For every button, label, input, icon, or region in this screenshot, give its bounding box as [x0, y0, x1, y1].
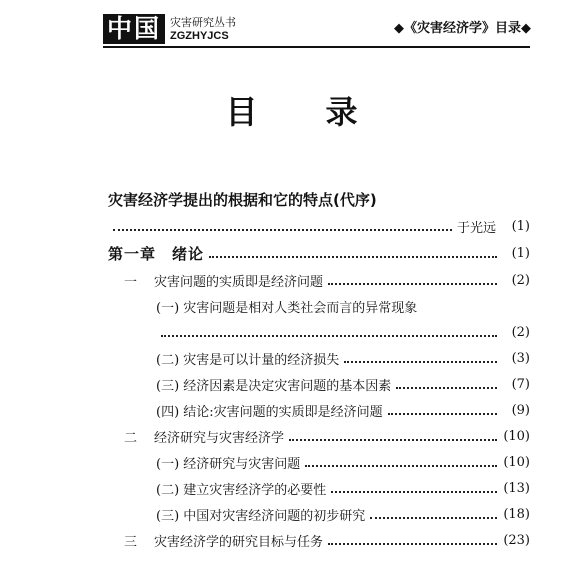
toc-section-marker: 一: [124, 274, 138, 290]
toc-leader-dots: [344, 360, 497, 363]
toc-entry-title: (二) 灾害是可以计量的经济损失: [156, 352, 340, 368]
toc-section-1[interactable]: [108, 267, 530, 293]
toc-leader-dots: [388, 412, 497, 415]
toc-subsection-1-1[interactable]: [108, 293, 530, 319]
series-name-chinese: 灾害研究丛书: [170, 16, 236, 29]
book-contents-label: ◆《灾害经济学》目录◆: [394, 21, 531, 36]
toc-leader-dots: [289, 438, 497, 441]
page-title: [0, 92, 583, 132]
toc-entry-title: 灾害问题的实质即是经济问题: [154, 274, 324, 290]
toc-entry-title: (一) 经济研究与灾害问题: [156, 456, 301, 472]
toc-preface-title[interactable]: [108, 185, 530, 213]
toc-section-2[interactable]: [108, 423, 530, 449]
toc-subsection-1-2[interactable]: [108, 345, 530, 371]
toc-leader-dots: [328, 282, 497, 285]
toc-entry-page: (18): [503, 506, 530, 522]
toc-section-marker: 二: [124, 430, 138, 446]
series-logo: 中国: [103, 14, 165, 44]
toc-entry-page: (13): [503, 480, 530, 496]
toc-leader-dots: [305, 464, 497, 467]
toc-preface-author-line[interactable]: [108, 213, 530, 239]
toc-leader-dots: [396, 386, 497, 389]
toc-leader-dots: [328, 542, 497, 545]
toc-entry-page: (2): [511, 272, 530, 288]
toc-entry-title: 经济研究与灾害经济学: [154, 430, 285, 446]
toc-subsection-2-3[interactable]: [108, 501, 530, 527]
toc-entry-page: (3): [511, 350, 530, 366]
toc-leader-dots: [331, 490, 497, 493]
toc-entry-title: 灾害经济学提出的根据和它的特点(代序): [108, 190, 377, 209]
toc-leader-dots: [161, 334, 497, 337]
table-of-contents: [108, 185, 530, 553]
toc-section-marker: 三: [124, 534, 138, 550]
toc-subsection-1-4[interactable]: [108, 397, 530, 423]
toc-entry-page: (2): [511, 324, 530, 340]
toc-entry-title: (一) 灾害问题是相对人类社会而言的异常现象: [156, 300, 418, 316]
toc-entry-author: 于光远: [456, 220, 496, 236]
toc-entry-title: 灾害经济学的研究目标与任务: [154, 534, 324, 550]
toc-entry-page: (1): [511, 245, 530, 261]
series-name-pinyin: ZGZHYJCS: [170, 30, 229, 42]
toc-leader-dots: [370, 516, 497, 519]
toc-entry-title: (二) 建立灾害经济学的必要性: [156, 482, 327, 498]
page-title-char-1: 目: [225, 93, 258, 131]
toc-entry-title: (三) 中国对灾害经济问题的初步研究: [156, 508, 366, 524]
page-header: [0, 0, 583, 50]
toc-entry-page: (7): [511, 376, 530, 392]
toc-section-3[interactable]: [108, 527, 530, 553]
toc-entry-title: (三) 经济因素是决定灾害问题的基本因素: [156, 378, 392, 394]
toc-entry-page: (1): [511, 218, 530, 234]
page-title-char-2: 录: [325, 93, 358, 131]
toc-chapter-1[interactable]: [108, 239, 530, 267]
toc-subsection-2-1[interactable]: [108, 449, 530, 475]
toc-entry-page: (10): [503, 428, 530, 444]
toc-entry-page: (23): [503, 532, 530, 548]
toc-entry-page: (9): [511, 402, 530, 418]
toc-subsection-1-3[interactable]: [108, 371, 530, 397]
toc-entry-page: (10): [503, 454, 530, 470]
toc-entry-title: 第一章 绪论: [108, 244, 205, 263]
toc-entry-title: (四) 结论:灾害问题的实质即是经济问题: [156, 404, 383, 420]
toc-subsection-1-1-continued[interactable]: [108, 319, 530, 345]
toc-leader-dots: [113, 228, 452, 231]
toc-leader-dots: [209, 255, 497, 258]
toc-subsection-2-2[interactable]: [108, 475, 530, 501]
header-divider: [103, 46, 530, 48]
